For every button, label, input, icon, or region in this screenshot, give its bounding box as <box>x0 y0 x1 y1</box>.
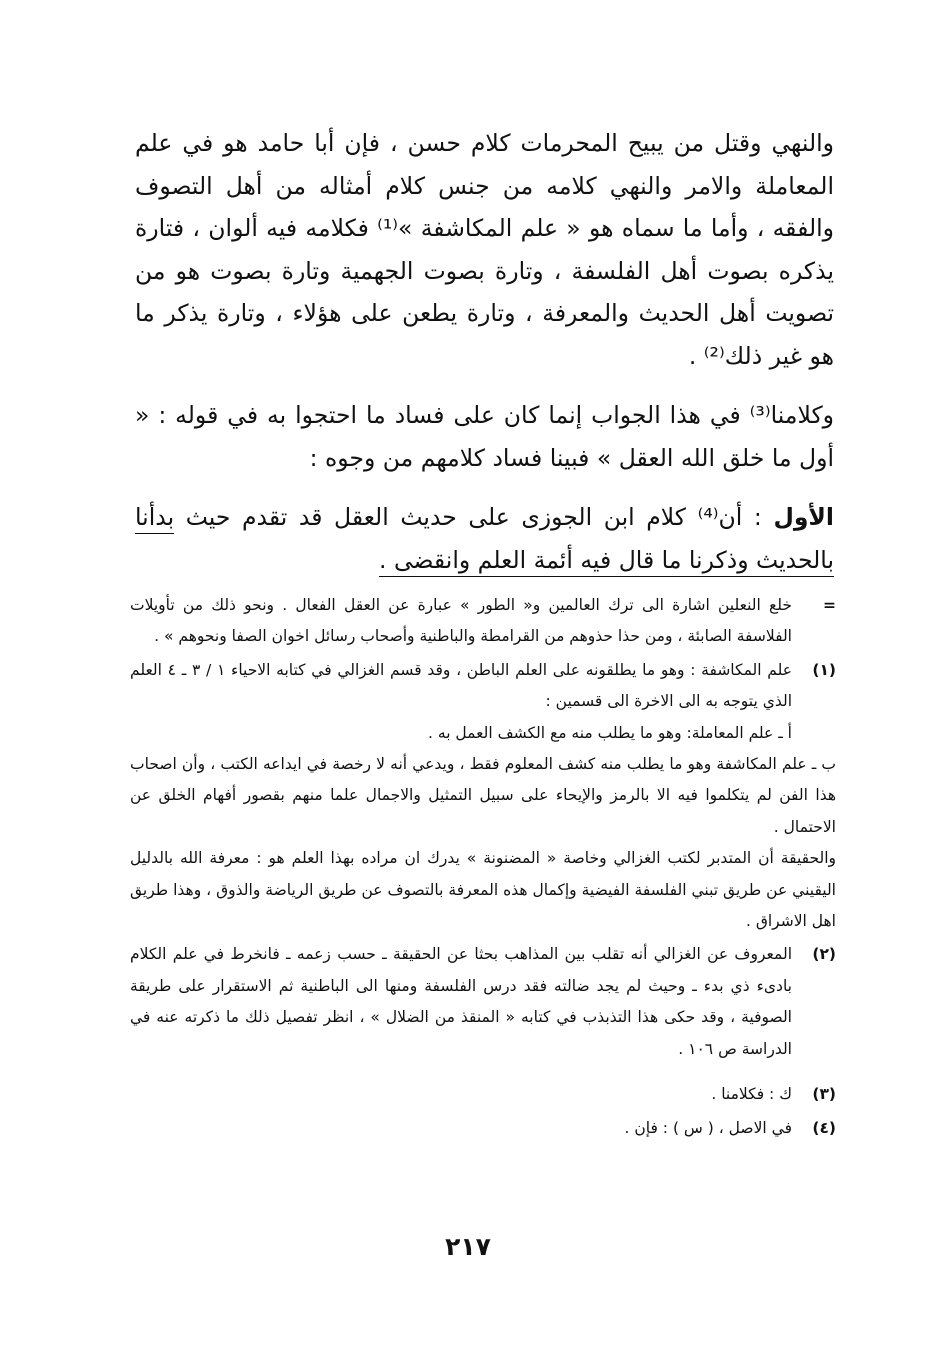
footnote-1-intro: علم المكاشفة : وهو ما يطلقونه على العلم الباطن ، وقد قسم الغزالي في كتابه الاحياء ١ / ٣ ـ ٤ العلم الذي يتوجه به الى الاخرة الى قسمين : <box>130 660 792 711</box>
footnote-continued <box>130 590 836 653</box>
paragraph-1: والنهي وقتل من يبيح المحرمات كلام حسن ، فإن أبا حامد هو في علم المعاملة والامر والنهي كلامه من جنس كلام أمثاله من أهل التصوف والفقه ، وأما ما سماه هو « علم المكاشفة »⁽¹⁾ فكلامه فيه ألوان ، فتارة يذكره بصوت أهل الفلسفة ، وتارة بصوت الجهمية وتارة بصوت هو من تصويت أهل الحديث والمعرفة ، وتارة يطعن على هؤلاء ، وتارة يذكر ما هو غير ذلك⁽²⁾ . <box>135 129 834 370</box>
paragraph-2: وكلامنا⁽³⁾ في هذا الجواب إنما كان على فساد ما احتجوا به في قوله : « أول ما خلق الله العقل » فبينا فساد كلامهم من وجوه : <box>135 401 834 472</box>
footnote-1-item-b: ب ـ علم المكاشفة وهو ما يطلب منه كشف المعلوم فقط ، ويدعي أنه لا رخصة في ايداعه الكتب ، وأن اصحاب هذا الفن لم يتكلموا فيه الا بالرمز والإيحاء على سبيل التمثيل والاجمال علما منهم بقصور أفهام الخلق عن الاحتمال . <box>130 755 836 836</box>
footnote-4-text: في الاصل ، ( س ) : فإن . <box>624 1118 792 1137</box>
main-text <box>135 122 834 581</box>
paragraph-3 <box>135 496 834 581</box>
footnote-2 <box>130 939 836 1065</box>
footnote-2-marker: (٢) <box>812 945 836 964</box>
footnote-3-marker: (٣) <box>812 1085 836 1104</box>
paragraph-3-text: : أن⁽⁴⁾ كلام ابن الجوزى على حديث العقل قد تقدم حيث <box>174 503 774 531</box>
paragraph-3-underlined: بدأنا بالحديث وذكرنا ما قال فيه أئمة العلم وانقضى . <box>135 503 834 577</box>
footnote-4-marker: (٤) <box>812 1118 836 1137</box>
footnote-1-item-a: أ ـ علم المعاملة: وهو ما يطلب منه مع الكشف العمل به . <box>428 723 792 742</box>
footnote-2-text: المعروف عن الغزالي أنه تقلب بين المذاهب بحثا عن الحقيقة ـ حسب زعمه ـ فانخرط في علم الكلام بادىء ذي بدء ـ وحيث لم يجد ضالته فقد درس الفلسفة ومنها الى الباطنية ثم الاستقرار على طريقة الصوفية ، وقد حكى هذا التذبذب في كتابه « المنقذ من الضلال » ، انظر تفصيل ذلك ما ذكرته عنه في الدراسة ص ١٠٦ . <box>130 945 792 1058</box>
footnote-3 <box>130 1079 836 1110</box>
footnote-1 <box>130 655 836 749</box>
footnote-continued-text: خلع النعلين اشارة الى ترك العالمين و« الطور » عبارة عن العقل الفعال . ونحو ذلك من تأويلات الفلاسفة الصابئة ، ومن حذا حذوهم من القرامطة والباطنية وأصحاب رسائل اخوان الصفا ونحوهم » . <box>130 596 792 646</box>
paragraph-3-lead: الأول <box>773 503 834 531</box>
footnote-1-marker: (١) <box>812 660 836 679</box>
footnote-1-cont <box>130 749 836 937</box>
footnote-4 <box>130 1113 836 1144</box>
page-number: ٢١٧ <box>445 1232 491 1261</box>
footnote-3-text: ك : فكلامنا . <box>711 1085 792 1104</box>
footnote-1-conclusion: والحقيقة أن المتدبر لكتب الغزالي وخاصة « المضنونة » يدرك ان مراده بهذا العلم هو : معرفة الله بالدليل اليقيني عن طريق تبني الفلسفة الفيضية وإكمال هذه المعرفة بالتصوف عن طريق الرياضة والذوق ، وهذا طريق اهل الاشراق . <box>130 849 836 931</box>
footnote-continued-marker: = <box>823 596 836 614</box>
footnotes <box>130 590 836 1144</box>
